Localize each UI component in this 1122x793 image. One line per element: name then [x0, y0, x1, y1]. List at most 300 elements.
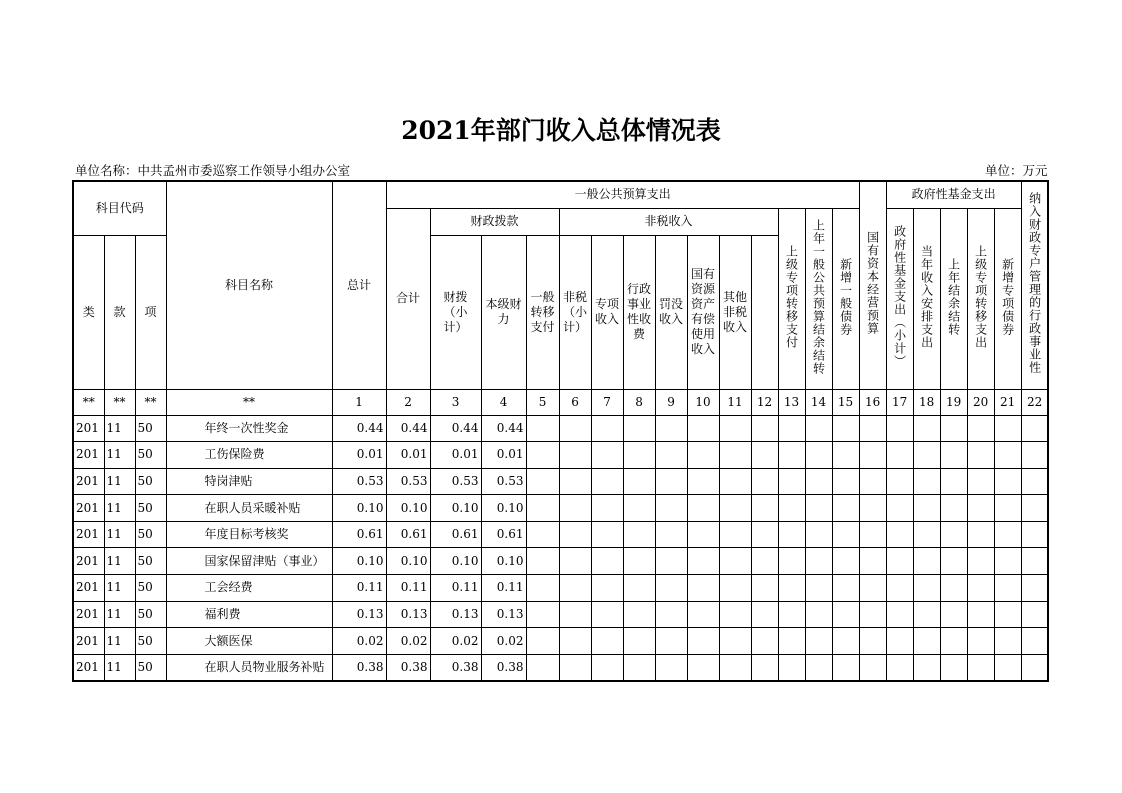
empty-cell	[526, 575, 559, 602]
empty-cell	[940, 495, 967, 522]
empty-cell	[967, 415, 994, 442]
cell-lei: 201	[73, 495, 104, 522]
empty-cell	[886, 521, 913, 548]
empty-cell	[1021, 495, 1048, 522]
non-tax-subtotal-header: 非税（小计）	[559, 235, 591, 389]
index-cell: 2	[386, 389, 430, 415]
upper-special-fund-header: 上级专项转移支出	[967, 208, 994, 389]
upper-special-header: 上级专项转移支付	[778, 208, 805, 389]
cell-kuan: 11	[104, 521, 135, 548]
cell-fiscal-subtotal: 0.13	[430, 601, 481, 628]
empty-cell	[751, 654, 778, 681]
cell-local-fiscal: 0.10	[481, 548, 526, 575]
empty-cell	[526, 521, 559, 548]
empty-cell	[623, 654, 655, 681]
gov-fund-subtotal-header: 政府性基金支出（小计）	[886, 208, 913, 389]
empty-cell	[655, 548, 687, 575]
empty-cell	[805, 521, 832, 548]
empty-cell	[994, 548, 1021, 575]
empty-cell	[591, 601, 623, 628]
state-asset-header: 国有资源资产有偿使用收入	[687, 235, 719, 389]
empty-cell	[655, 628, 687, 655]
empty-cell	[623, 575, 655, 602]
empty-cell	[719, 601, 751, 628]
table-row	[73, 628, 1048, 655]
cell-local-fiscal: 0.10	[481, 495, 526, 522]
table-row	[73, 654, 1048, 681]
index-cell: 1	[332, 389, 386, 415]
empty-cell	[1021, 575, 1048, 602]
empty-cell	[940, 468, 967, 495]
cell-name: 大额医保	[166, 628, 332, 655]
empty-cell	[526, 601, 559, 628]
cell-heji: 0.61	[386, 521, 430, 548]
empty-cell	[751, 575, 778, 602]
empty-cell	[994, 495, 1021, 522]
empty-cell	[886, 548, 913, 575]
cell-total: 0.13	[332, 601, 386, 628]
empty-cell	[805, 628, 832, 655]
empty-cell	[859, 442, 886, 469]
cell-xiang: 50	[135, 548, 166, 575]
empty-cell	[526, 468, 559, 495]
empty-cell	[913, 415, 940, 442]
empty-cell	[751, 468, 778, 495]
subject-code-header: 科目代码	[73, 181, 166, 235]
cell-total: 0.10	[332, 495, 386, 522]
empty-cell	[591, 468, 623, 495]
cell-fiscal-subtotal: 0.10	[430, 495, 481, 522]
empty-cell	[778, 628, 805, 655]
cell-kuan: 11	[104, 442, 135, 469]
empty-cell	[655, 601, 687, 628]
empty-cell	[591, 495, 623, 522]
empty-cell	[1021, 654, 1048, 681]
index-cell: 22	[1021, 389, 1048, 415]
empty-cell	[719, 654, 751, 681]
table-row	[73, 468, 1048, 495]
empty-cell	[940, 601, 967, 628]
empty-cell	[591, 575, 623, 602]
empty-cell	[832, 575, 859, 602]
empty-cell	[805, 468, 832, 495]
empty-cell	[559, 654, 591, 681]
special-income-header: 专项收入	[591, 235, 623, 389]
empty-cell	[832, 654, 859, 681]
current-income-header: 当年收入安排支出	[913, 208, 940, 389]
xiang-header: 项	[135, 235, 166, 389]
index-row	[73, 389, 1048, 415]
empty-cell	[526, 415, 559, 442]
empty-cell	[832, 548, 859, 575]
cell-local-fiscal: 0.44	[481, 415, 526, 442]
cell-local-fiscal: 0.01	[481, 442, 526, 469]
empty-cell	[886, 628, 913, 655]
empty-cell	[940, 575, 967, 602]
empty-cell	[859, 468, 886, 495]
cell-xiang: 50	[135, 575, 166, 602]
empty-cell	[994, 575, 1021, 602]
empty-cell	[778, 601, 805, 628]
empty-cell	[940, 628, 967, 655]
empty-cell	[859, 495, 886, 522]
index-cell: 21	[994, 389, 1021, 415]
empty-cell	[805, 495, 832, 522]
empty-cell	[526, 548, 559, 575]
empty-cell	[940, 548, 967, 575]
empty-cell	[751, 548, 778, 575]
empty-cell	[886, 468, 913, 495]
index-cell: **	[104, 389, 135, 415]
empty-cell	[805, 654, 832, 681]
table-row	[73, 442, 1048, 469]
empty-cell	[526, 495, 559, 522]
fiscal-subtotal-header: 财拨（小计）	[430, 235, 481, 389]
cell-local-fiscal: 0.53	[481, 468, 526, 495]
cell-xiang: 50	[135, 495, 166, 522]
empty-cell	[623, 601, 655, 628]
empty-cell	[591, 654, 623, 681]
empty-cell	[719, 575, 751, 602]
empty-cell	[655, 415, 687, 442]
cell-lei: 201	[73, 575, 104, 602]
cell-fiscal-subtotal: 0.53	[430, 468, 481, 495]
empty-cell	[940, 415, 967, 442]
empty-cell	[559, 548, 591, 575]
income-table	[72, 180, 1049, 682]
cell-fiscal-subtotal: 0.11	[430, 575, 481, 602]
index-cell: 11	[719, 389, 751, 415]
cell-lei: 201	[73, 468, 104, 495]
fiscal-special-mgmt-header: 纳入财政专户管理的行政事业性	[1021, 181, 1048, 389]
empty-cell	[687, 654, 719, 681]
empty-cell	[591, 442, 623, 469]
empty-cell	[1021, 415, 1048, 442]
index-cell: **	[73, 389, 104, 415]
empty-cell	[967, 601, 994, 628]
empty-cell	[913, 521, 940, 548]
empty-cell	[623, 468, 655, 495]
empty-cell	[805, 415, 832, 442]
empty-cell	[1021, 521, 1048, 548]
cell-xiang: 50	[135, 468, 166, 495]
cell-kuan: 11	[104, 415, 135, 442]
empty-cell	[1021, 628, 1048, 655]
empty-cell	[778, 468, 805, 495]
empty-cell	[687, 575, 719, 602]
empty-cell	[913, 495, 940, 522]
cell-local-fiscal: 0.13	[481, 601, 526, 628]
local-fiscal-header: 本级财力	[481, 235, 526, 389]
empty-cell	[655, 468, 687, 495]
empty-cell	[559, 468, 591, 495]
non-tax-header: 非税收入	[559, 208, 778, 235]
general-transfer-header: 一般转移支付	[526, 235, 559, 389]
empty-cell	[805, 442, 832, 469]
cell-kuan: 11	[104, 575, 135, 602]
cell-name: 在职人员物业服务补贴	[166, 654, 332, 681]
empty-cell	[1021, 548, 1048, 575]
cell-xiang: 50	[135, 628, 166, 655]
cell-total: 0.61	[332, 521, 386, 548]
table-row	[73, 548, 1048, 575]
cell-name: 工会经费	[166, 575, 332, 602]
admin-fees-header: 行政事业性收费	[623, 235, 655, 389]
fines-header: 罚没收入	[655, 235, 687, 389]
cell-local-fiscal: 0.61	[481, 521, 526, 548]
empty-cell	[719, 495, 751, 522]
empty-cell	[994, 654, 1021, 681]
empty-cell	[655, 521, 687, 548]
empty-cell	[623, 415, 655, 442]
cell-name: 特岗津贴	[166, 468, 332, 495]
empty-cell	[940, 442, 967, 469]
cell-fiscal-subtotal: 0.38	[430, 654, 481, 681]
empty-cell	[623, 442, 655, 469]
cell-xiang: 50	[135, 521, 166, 548]
empty-cell	[655, 495, 687, 522]
empty-cell	[994, 601, 1021, 628]
empty-cell	[994, 628, 1021, 655]
cell-fiscal-subtotal: 0.44	[430, 415, 481, 442]
empty-cell	[913, 628, 940, 655]
cell-heji: 0.10	[386, 548, 430, 575]
lei-header: 类	[73, 235, 104, 389]
cell-lei: 201	[73, 628, 104, 655]
empty-cell	[719, 415, 751, 442]
heji-header: 合计	[386, 208, 430, 389]
empty-cell	[859, 654, 886, 681]
index-cell: 19	[940, 389, 967, 415]
cell-kuan: 11	[104, 468, 135, 495]
cell-name: 工伤保险费	[166, 442, 332, 469]
index-cell: 3	[430, 389, 481, 415]
empty-cell	[719, 628, 751, 655]
empty-cell	[591, 548, 623, 575]
empty-cell	[994, 442, 1021, 469]
empty-cell	[832, 442, 859, 469]
cell-xiang: 50	[135, 601, 166, 628]
empty-cell	[913, 442, 940, 469]
subject-name-header: 科目名称	[166, 181, 332, 389]
cell-heji: 0.44	[386, 415, 430, 442]
total-header: 总计	[332, 181, 386, 389]
empty-cell	[1021, 601, 1048, 628]
empty-cell	[751, 521, 778, 548]
cell-fiscal-subtotal: 0.10	[430, 548, 481, 575]
empty-cell	[719, 521, 751, 548]
cell-name: 国家保留津贴（事业）	[166, 548, 332, 575]
empty-cell	[526, 654, 559, 681]
data-body	[73, 415, 1048, 681]
cell-heji: 0.38	[386, 654, 430, 681]
empty-cell	[719, 442, 751, 469]
empty-cell	[719, 548, 751, 575]
empty-cell	[559, 495, 591, 522]
cell-lei: 201	[73, 601, 104, 628]
index-cell: 4	[481, 389, 526, 415]
empty-cell	[687, 628, 719, 655]
cell-total: 0.10	[332, 548, 386, 575]
index-cell: **	[166, 389, 332, 415]
empty-cell	[859, 628, 886, 655]
cell-heji: 0.13	[386, 601, 430, 628]
empty-cell	[805, 601, 832, 628]
empty-cell	[591, 415, 623, 442]
empty-cell	[655, 654, 687, 681]
empty-cell	[859, 415, 886, 442]
empty-cell	[994, 468, 1021, 495]
empty-cell	[751, 442, 778, 469]
cell-local-fiscal: 0.11	[481, 575, 526, 602]
empty-cell	[526, 628, 559, 655]
empty-cell	[559, 415, 591, 442]
index-cell: 5	[526, 389, 559, 415]
cell-name: 年终一次性奖金	[166, 415, 332, 442]
cell-lei: 201	[73, 442, 104, 469]
empty-cell	[687, 415, 719, 442]
empty-cell	[940, 521, 967, 548]
empty-cell	[778, 575, 805, 602]
cell-local-fiscal: 0.02	[481, 628, 526, 655]
empty-cell	[559, 601, 591, 628]
cell-kuan: 11	[104, 601, 135, 628]
cell-total: 0.44	[332, 415, 386, 442]
empty-cell	[967, 495, 994, 522]
table-row	[73, 495, 1048, 522]
cell-xiang: 50	[135, 415, 166, 442]
cell-heji: 0.01	[386, 442, 430, 469]
index-cell: 9	[655, 389, 687, 415]
empty-cell	[994, 521, 1021, 548]
new-special-bonds-header: 新增专项债券	[994, 208, 1021, 389]
empty-cell	[623, 548, 655, 575]
empty-cell	[778, 442, 805, 469]
index-cell: 14	[805, 389, 832, 415]
empty-cell	[559, 628, 591, 655]
empty-cell	[687, 468, 719, 495]
last-year-balance-header: 上年一般公共预算结余结转	[805, 208, 832, 389]
empty-cell	[751, 495, 778, 522]
cell-total: 0.11	[332, 575, 386, 602]
empty-cell	[591, 521, 623, 548]
empty-cell	[886, 601, 913, 628]
index-cell: 7	[591, 389, 623, 415]
empty-cell	[778, 415, 805, 442]
unit-label: 单位：万元	[985, 163, 1048, 178]
empty-cell	[687, 548, 719, 575]
fiscal-allocation-header: 财政拨款	[430, 208, 559, 235]
cell-xiang: 50	[135, 442, 166, 469]
index-cell: 8	[623, 389, 655, 415]
empty-cell	[832, 415, 859, 442]
table-row	[73, 575, 1048, 602]
empty-cell	[559, 442, 591, 469]
index-cell: 10	[687, 389, 719, 415]
header-row-1	[73, 181, 1048, 208]
empty-cell	[805, 548, 832, 575]
empty-cell	[994, 415, 1021, 442]
new-general-bonds-header: 新增一般债券	[832, 208, 859, 389]
empty-cell	[778, 521, 805, 548]
empty-cell	[687, 601, 719, 628]
cell-total: 0.38	[332, 654, 386, 681]
empty-cell	[886, 575, 913, 602]
empty-cell	[805, 575, 832, 602]
empty-cell	[751, 628, 778, 655]
index-cell: 20	[967, 389, 994, 415]
empty-cell	[886, 442, 913, 469]
empty-cell	[778, 495, 805, 522]
index-cell: 13	[778, 389, 805, 415]
cell-lei: 201	[73, 521, 104, 548]
table-row	[73, 601, 1048, 628]
cell-lei: 201	[73, 654, 104, 681]
empty-cell	[832, 601, 859, 628]
empty-cell	[913, 654, 940, 681]
empty-cell	[859, 548, 886, 575]
table-row	[73, 415, 1048, 442]
empty-cell	[859, 575, 886, 602]
empty-cell	[967, 575, 994, 602]
cell-kuan: 11	[104, 628, 135, 655]
empty-cell	[655, 575, 687, 602]
empty-cell	[832, 495, 859, 522]
cell-fiscal-subtotal: 0.01	[430, 442, 481, 469]
kuan-header: 款	[104, 235, 135, 389]
cell-lei: 201	[73, 415, 104, 442]
general-budget-header: 一般公共预算支出	[386, 181, 859, 208]
empty-cell	[967, 521, 994, 548]
empty-cell	[967, 468, 994, 495]
cell-kuan: 11	[104, 548, 135, 575]
index-cell: 16	[859, 389, 886, 415]
empty-cell	[687, 495, 719, 522]
empty-cell	[526, 442, 559, 469]
cell-heji: 0.10	[386, 495, 430, 522]
empty-cell	[886, 654, 913, 681]
state-capital-header: 国有资本经营预算	[859, 181, 886, 389]
empty-cell	[967, 628, 994, 655]
empty-cell	[687, 521, 719, 548]
unit-name: 单位名称：中共孟州市委巡察工作领导小组办公室	[75, 163, 351, 178]
cell-total: 0.02	[332, 628, 386, 655]
cell-kuan: 11	[104, 654, 135, 681]
empty-cell	[967, 654, 994, 681]
cell-fiscal-subtotal: 0.61	[430, 521, 481, 548]
cell-xiang: 50	[135, 654, 166, 681]
empty-cell	[591, 628, 623, 655]
empty-cell	[1021, 442, 1048, 469]
empty-cell	[913, 548, 940, 575]
index-cell: **	[135, 389, 166, 415]
cell-total: 0.01	[332, 442, 386, 469]
empty-cell	[687, 442, 719, 469]
cell-name: 在职人员采暖补贴	[166, 495, 332, 522]
empty-cell	[913, 575, 940, 602]
empty-cell	[913, 468, 940, 495]
empty-cell	[655, 442, 687, 469]
index-cell: 15	[832, 389, 859, 415]
empty-cell	[886, 495, 913, 522]
empty-cell	[832, 468, 859, 495]
empty-cell	[859, 521, 886, 548]
empty-cell	[778, 654, 805, 681]
index-cell: 6	[559, 389, 591, 415]
cell-heji: 0.02	[386, 628, 430, 655]
last-year-carry-header: 上年结余结转	[940, 208, 967, 389]
empty-cell	[559, 521, 591, 548]
